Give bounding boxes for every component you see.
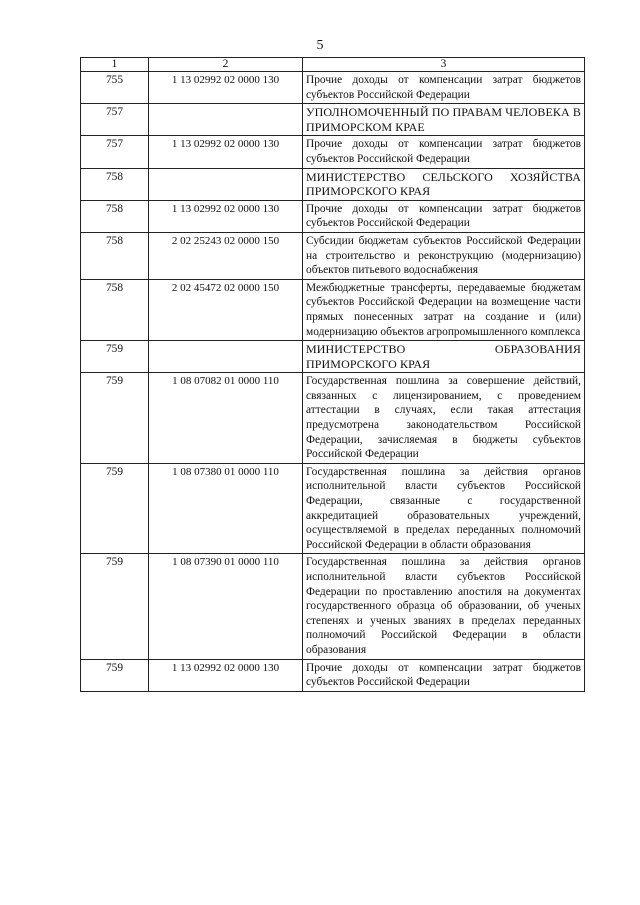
admin-code-cell: 757 xyxy=(81,136,149,168)
table-row xyxy=(81,659,585,691)
income-code-cell: 2 02 25243 02 0000 150 xyxy=(149,232,303,279)
income-code-cell: 1 13 02992 02 0000 130 xyxy=(149,72,303,104)
income-name-cell: Государственная пошлина за действия органов исполнительной власти субъектов Российской Федерации, связанные с государственной аккредитацией образовательных учреждений, осуществляемой в пределах переданных полномочий Российской Федерации в области образования xyxy=(303,463,585,554)
table-header-row xyxy=(81,58,585,72)
income-name-cell: УПОЛНОМОЧЕННЫЙ ПО ПРАВАМ ЧЕЛОВЕКА В ПРИМОРСКОМ КРАЕ xyxy=(303,104,585,136)
income-name-cell: МИНИСТЕРСТВО СЕЛЬСКОГО ХОЗЯЙСТВА ПРИМОРСКОГО КРАЯ xyxy=(303,168,585,200)
column-header-2: 2 xyxy=(149,58,303,72)
table-row xyxy=(81,554,585,659)
table-row xyxy=(81,463,585,554)
income-name-cell: Прочие доходы от компенсации затрат бюджетов субъектов Российской Федерации xyxy=(303,72,585,104)
table-row xyxy=(81,200,585,232)
income-code-cell xyxy=(149,104,303,136)
income-name-cell: Межбюджетные трансферты, передаваемые бюджетам субъектов Российской Федерации на возмещение части прямых понесенных затрат на создание и (или) модернизацию объектов агропромышленного комплекса xyxy=(303,279,585,340)
income-name-cell: МИНИСТЕРСТВО ОБРАЗОВАНИЯ ПРИМОРСКОГО КРАЯ xyxy=(303,341,585,373)
admin-code-cell: 759 xyxy=(81,463,149,554)
income-code-cell: 1 08 07082 01 0000 110 xyxy=(149,373,303,464)
column-header-1: 1 xyxy=(81,58,149,72)
table-row xyxy=(81,373,585,464)
admin-code-cell: 759 xyxy=(81,373,149,464)
income-code-cell: 1 08 07390 01 0000 110 xyxy=(149,554,303,659)
table-body xyxy=(81,72,585,692)
table-row xyxy=(81,341,585,373)
admin-code-cell: 759 xyxy=(81,554,149,659)
admin-code-cell: 759 xyxy=(81,341,149,373)
admin-code-cell: 758 xyxy=(81,200,149,232)
column-header-3: 3 xyxy=(303,58,585,72)
income-codes-table xyxy=(80,57,585,692)
income-code-cell: 2 02 45472 02 0000 150 xyxy=(149,279,303,340)
income-code-cell: 1 08 07380 01 0000 110 xyxy=(149,463,303,554)
table-row xyxy=(81,136,585,168)
admin-code-cell: 758 xyxy=(81,168,149,200)
income-code-cell: 1 13 02992 02 0000 130 xyxy=(149,659,303,691)
income-name-cell: Субсидии бюджетам субъектов Российской Федерации на строительство и реконструкцию (модернизацию) объектов питьевого водоснабжения xyxy=(303,232,585,279)
income-code-cell: 1 13 02992 02 0000 130 xyxy=(149,200,303,232)
table-row xyxy=(81,232,585,279)
income-name-cell: Государственная пошлина за действия органов исполнительной власти субъектов Российской Федерации по проставлению апостиля на документах государственного образца об образовании, об ученых степенях и ученых званиях в пределах переданных полномочий Российской Федерации в области образования xyxy=(303,554,585,659)
page-number: 5 xyxy=(316,38,324,53)
table-row xyxy=(81,168,585,200)
admin-code-cell: 755 xyxy=(81,72,149,104)
income-code-cell: 1 13 02992 02 0000 130 xyxy=(149,136,303,168)
income-code-cell xyxy=(149,168,303,200)
admin-code-cell: 758 xyxy=(81,232,149,279)
income-name-cell: Прочие доходы от компенсации затрат бюджетов субъектов Российской Федерации xyxy=(303,200,585,232)
table-row xyxy=(81,72,585,104)
admin-code-cell: 757 xyxy=(81,104,149,136)
table-row xyxy=(81,279,585,340)
income-name-cell: Государственная пошлина за совершение действий, связанных с лицензированием, с проведением аттестации в случаях, если такая аттестация предусмотрена законодательством Российской Федерации, зачисляемая в бюджеты субъектов Российской Федерации xyxy=(303,373,585,464)
income-name-cell: Прочие доходы от компенсации затрат бюджетов субъектов Российской Федерации xyxy=(303,136,585,168)
table-row xyxy=(81,104,585,136)
admin-code-cell: 758 xyxy=(81,279,149,340)
income-code-cell xyxy=(149,341,303,373)
admin-code-cell: 759 xyxy=(81,659,149,691)
income-name-cell: Прочие доходы от компенсации затрат бюджетов субъектов Российской Федерации xyxy=(303,659,585,691)
